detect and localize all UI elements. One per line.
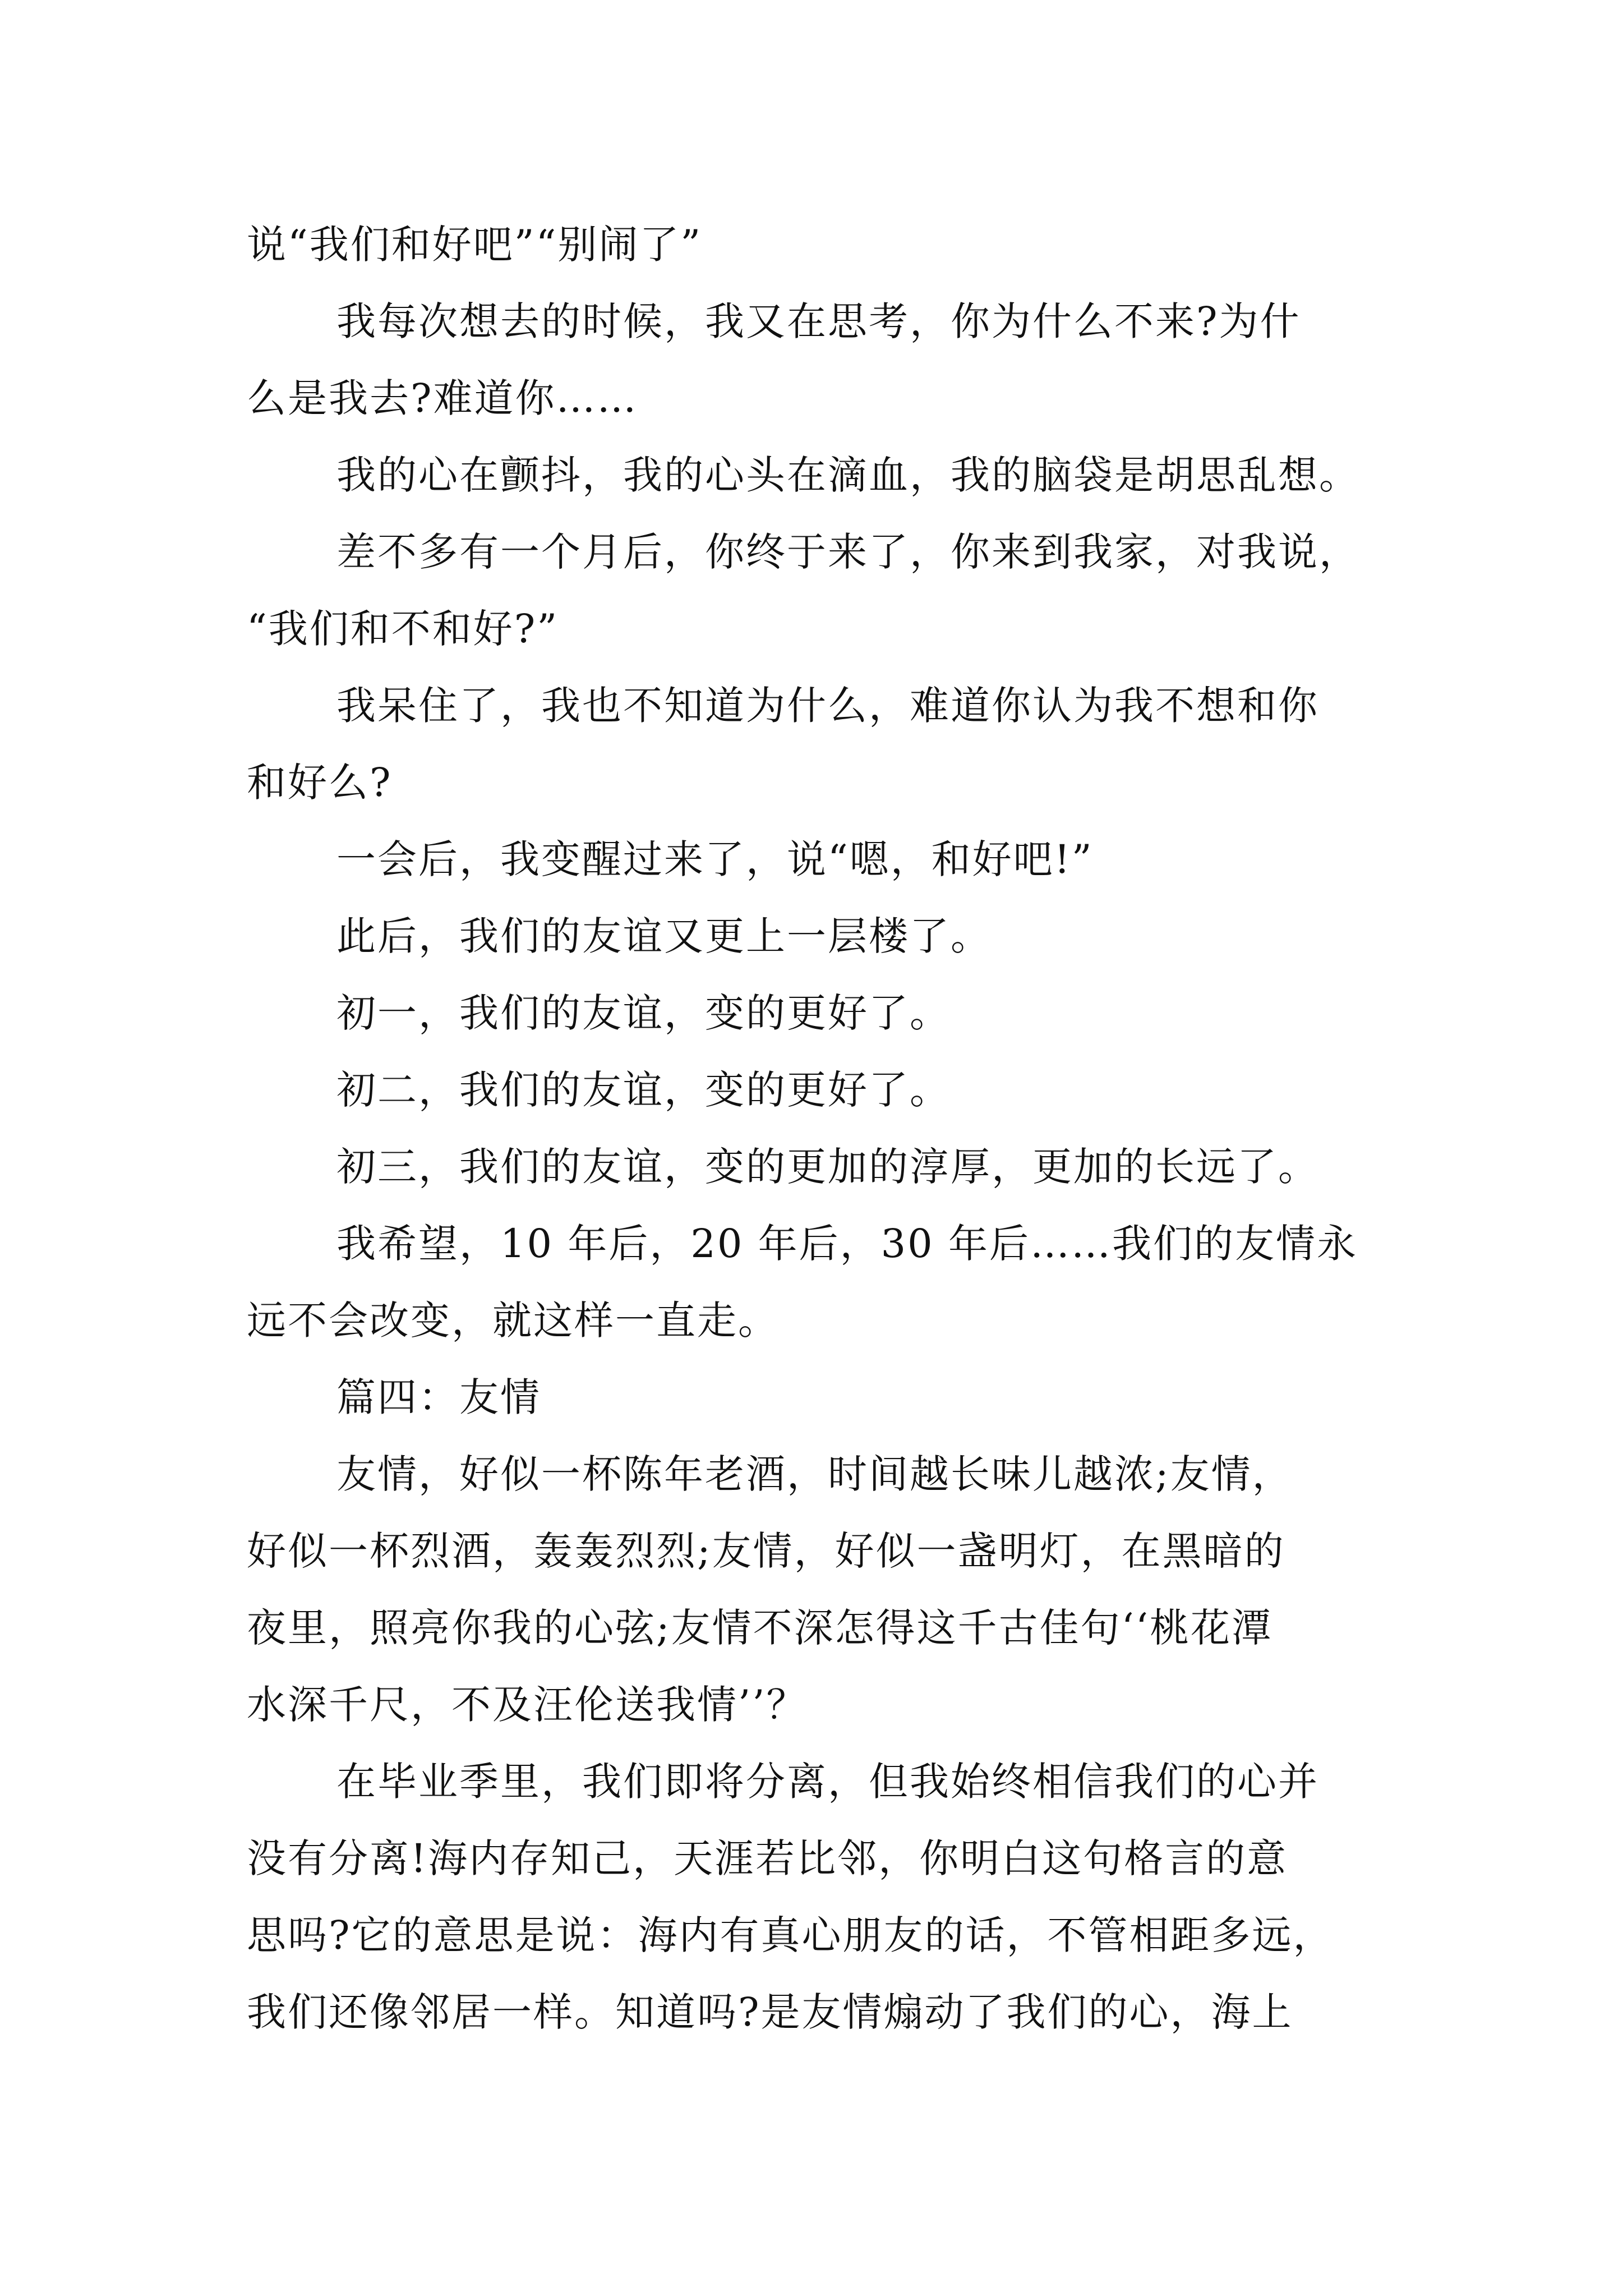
text-line: 初二，我们的友谊，变的更好了。 (336, 1067, 951, 1113)
text-line: 水深千尺，不及汪伦送我情’’？ (247, 1682, 808, 1728)
text-line: 篇四：友情 (336, 1374, 541, 1420)
document-body (247, 206, 1391, 2051)
text-line: 差不多有一个月后，你终于来了，你来到我家，对我说， (336, 529, 1360, 575)
text-line: 在毕业季里，我们即将分离，但我始终相信我们的心并 (336, 1759, 1319, 1805)
text-line: 初一，我们的友谊，变的更好了。 (336, 990, 951, 1036)
text-line: 远不会改变，就这样一直走。 (247, 1297, 779, 1343)
text-line: 和好么? (247, 760, 393, 806)
text-line: 么是我去?难道你…… (247, 375, 638, 421)
text-line: 我们还像邻居一样。知道吗?是友情煽动了我们的心，海上 (247, 1989, 1293, 2035)
text-line: 我呆住了，我也不知道为什么，难道你认为我不想和你 (336, 683, 1319, 729)
text-line: 说“我们和好吧”“别闹了” (247, 222, 703, 268)
text-line: 好似一杯烈酒，轰轰烈烈;友情，好似一盏明灯，在黑暗的 (247, 1528, 1285, 1574)
text-line: 思吗?它的意思是说：海内有真心朋友的话，不管相距多远， (247, 1912, 1334, 1958)
text-line: “我们和不和好?” (247, 606, 559, 652)
text-line: 一会后，我变醒过来了，说“嗯，和好吧!” (336, 836, 1094, 882)
text-line: 我的心在颤抖，我的心头在滴血，我的脑袋是胡思乱想。 (336, 452, 1360, 498)
text-line: 没有分离!海内存知己，天涯若比邻，你明白这句格言的意 (247, 1835, 1288, 1881)
text-line: 友情，好似一杯陈年老酒，时间越长味儿越浓;友情， (336, 1451, 1293, 1497)
text-line: 我希望，10 年后，20 年后，30 年后……我们的友情永 (336, 1221, 1358, 1267)
text-line: 我每次想去的时候，我又在思考，你为什么不来?为什 (336, 298, 1301, 344)
text-line: 夜里，照亮你我的心弦;友情不深怎得这千古佳句‘‘桃花潭 (247, 1605, 1273, 1651)
text-line: 此后，我们的友谊又更上一层楼了。 (336, 913, 992, 959)
text-line: 初三，我们的友谊，变的更加的淳厚，更加的长远了。 (336, 1144, 1319, 1190)
